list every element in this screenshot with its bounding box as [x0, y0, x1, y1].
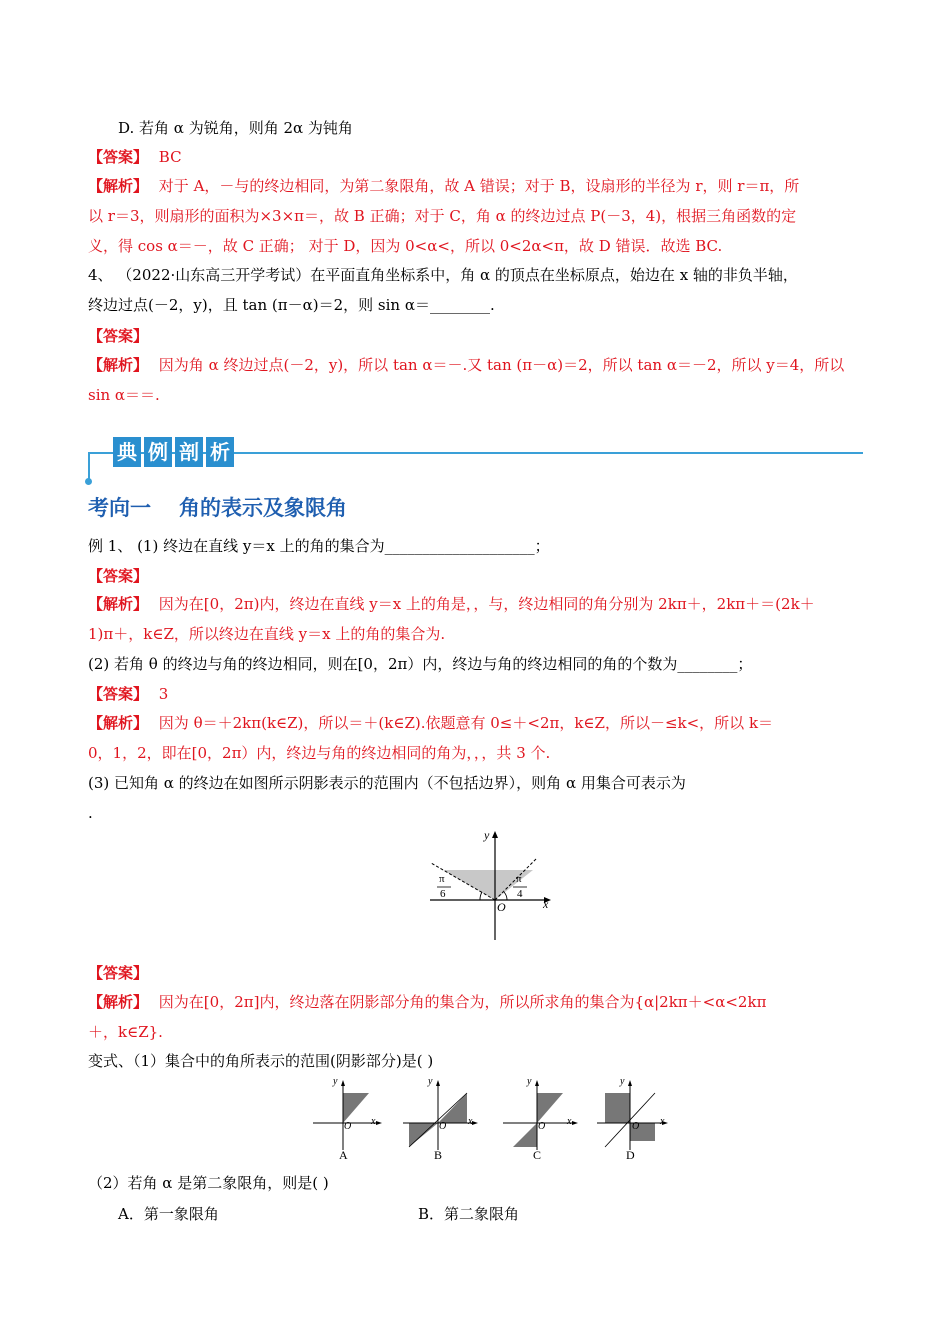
explanation-text: 因为在[0，2π]内，终边落在阴影部分角的集合为，所以所求角的集合为{α|2kπ＋<α<2kπ [158, 993, 767, 1011]
y-axis-label: y [484, 828, 490, 842]
angle-left-num: π [439, 873, 445, 885]
question-4-line-2: 终边过点(－2，y)，且 tan (π－α)＝2，则 sin α＝________. [88, 296, 495, 314]
example-1-part-2: (2) 若角 θ 的终边与角的终边相同，则在[0，2π）内，终边与角的终边相同的角的个数为________； [88, 655, 753, 673]
choice-label-c: C [533, 1148, 542, 1162]
example-1-part-1: 例 1、 (1) 终边在直线 y＝x 上的角的集合为____________________； [88, 537, 550, 555]
section-title: 角的表示及象限角 [179, 496, 347, 520]
x-axis-label: x [543, 897, 549, 911]
choice-d-y: y [620, 1076, 625, 1087]
angle-left-den: 6 [440, 888, 446, 900]
answer-value: BC [158, 148, 182, 166]
example-1-part-3-line-2: . [88, 804, 93, 822]
answer-5 [88, 963, 148, 983]
choice-label-b: B [434, 1148, 443, 1162]
example-1-part-3-line-1: (3) 已知角 α 的终边在如图所示阴影表示的范围内（不包括边界），则角 α 用集合可表示为 [88, 774, 686, 792]
choice-d-o: O [632, 1121, 640, 1132]
option-d: D. 若角 α 为锐角，则角 2α 为钝角 [118, 119, 353, 137]
banner-char: 例 [144, 437, 172, 467]
question-4-line-1: 4、 （2022·山东高三开学考试）在平面直角坐标系中，角 α 的顶点在坐标原点，始边在 x 轴的非负半轴， [88, 266, 798, 284]
explanation-1-line-1 [88, 176, 799, 196]
answer-tag: 【答案】 [88, 148, 149, 166]
angle-right-den: 4 [517, 888, 523, 900]
section-number: 考向一 [88, 496, 151, 520]
explanation-1-line-2: 以 r＝3，则扇形的面积为×3×π＝，故 B 正确；对于 C，角 α 的终边过点 P(－3，4)，根据三角函数的定 [88, 207, 797, 225]
choice-c-o: O [538, 1121, 546, 1132]
variant-part-2: （2）若角 α 是第二象限角，则是( ) [88, 1174, 329, 1192]
option-b: B．第二象限角 [418, 1205, 520, 1223]
explanation-2-line-1 [88, 355, 844, 375]
banner-char: 剖 [175, 437, 203, 467]
choice-c-x: x [567, 1116, 572, 1127]
explanation-tag: 【解析】 [88, 356, 149, 374]
angle-right-num: π [516, 873, 522, 885]
explanation-tag: 【解析】 [88, 714, 149, 732]
explanation-1-line-3: 义，得 cos α＝－，故 C 正确； 对于 D，因为 0<α<，所以 0<2α<π，故 D 错误．故选 BC. [88, 237, 723, 255]
explanation-text: 对于 A，－与的终边相同，为第二象限角，故 A 错误；对于 B，设扇形的半径为 r，则 r＝π，所 [158, 177, 800, 195]
answer-tag: 【答案】 [88, 567, 149, 585]
answer-4 [88, 684, 168, 704]
answer-tag: 【答案】 [88, 685, 149, 703]
answer-tag: 【答案】 [88, 964, 149, 982]
answer-2 [88, 326, 148, 346]
explanation-text: 因为角 α 终边过点(－2，y)，所以 tan α＝－.又 tan (π－α)＝2，所以 tan α＝－2，所以 y＝4，所以 [158, 356, 845, 374]
explanation-3-line-1 [88, 594, 815, 614]
choice-b-x: x [468, 1116, 473, 1127]
explanation-3-line-2: 1)π＋，k∈Z，所以终边在直线 y＝x 上的角的集合为. [88, 625, 446, 643]
origin-label: O [497, 900, 506, 914]
choice-b-y: y [428, 1076, 433, 1087]
explanation-5-line-1 [88, 992, 766, 1012]
choice-figures [305, 1075, 675, 1165]
choice-d-x: x [660, 1116, 665, 1127]
section-heading [88, 492, 375, 522]
explanation-text: 因为 θ＝＋2kπ(k∈Z)，所以＝＋(k∈Z).依题意有 0≤＋<2π，k∈Z，所以－≤k<，所以 k＝ [158, 714, 774, 732]
banner-char: 析 [206, 437, 234, 467]
explanation-5-line-2: ＋，k∈Z}. [88, 1023, 163, 1041]
banner-char: 典 [113, 437, 141, 467]
banner-dot [85, 478, 92, 485]
explanation-text: 因为在[0，2π)内，终边在直线 y＝x 上的角是，，与，终边相同的角分别为 2kπ＋，2kπ＋＝(2k＋ [158, 595, 815, 613]
choice-b-figure [403, 1080, 478, 1150]
explanation-4-line-1 [88, 713, 773, 733]
answer-1 [88, 147, 182, 167]
option-a: A．第一象限角 [118, 1205, 219, 1223]
banner-rule-vertical [88, 453, 90, 481]
choice-c-y: y [527, 1076, 532, 1087]
explanation-tag: 【解析】 [88, 595, 149, 613]
explanation-2-line-2: sin α＝＝. [88, 386, 160, 404]
choice-d-figure [597, 1080, 668, 1150]
variant-part-1: 变式、（1）集合中的角所表示的范围(阴影部分)是( ) [88, 1052, 434, 1070]
section-banner [113, 437, 234, 467]
answer-tag: 【答案】 [88, 327, 149, 345]
explanation-tag: 【解析】 [88, 993, 149, 1011]
choice-label-d: D [626, 1148, 635, 1162]
answer-value: 3 [158, 685, 169, 703]
answer-3 [88, 566, 148, 586]
explanation-4-line-2: 0，1，2，即在[0，2π）内，终边与角的终边相同的角为，，，共 3 个. [88, 744, 551, 762]
choice-a-figure [313, 1080, 382, 1150]
choice-c-figure [503, 1080, 578, 1150]
choice-a-o: O [344, 1121, 352, 1132]
choice-label-a: A [339, 1148, 348, 1162]
choice-b-o: O [439, 1121, 447, 1132]
explanation-tag: 【解析】 [88, 177, 149, 195]
choice-a-y: y [333, 1076, 338, 1087]
choice-a-x: x [371, 1116, 376, 1127]
angle-region-figure [425, 828, 555, 943]
